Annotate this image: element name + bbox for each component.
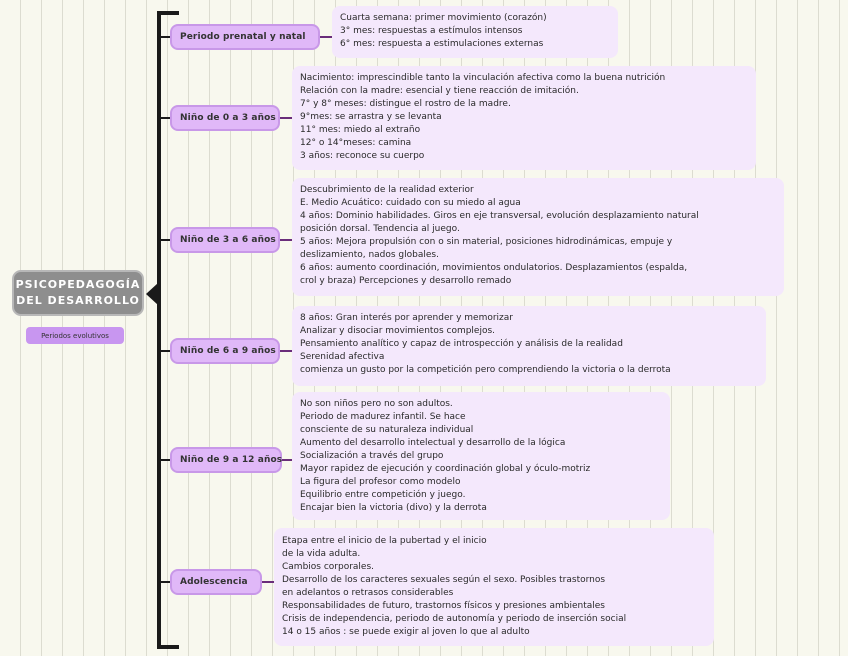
brace-line (157, 11, 161, 649)
detail-line: Nacimiento: imprescindible tanto la vinculación afectiva como la buena nutrición (300, 73, 666, 83)
detail-line: 6° mes: respuesta a estimulaciones externas (340, 39, 544, 49)
stage-label: Niño de 0 a 3 años (180, 113, 276, 123)
detail-line: Socialización a través del grupo (300, 451, 444, 461)
detail-line: Etapa entre el inicio de la pubertad y el inicio (282, 536, 487, 546)
detail-line: Mayor rapidez de ejecución y coordinación global y óculo-motriz (300, 464, 591, 474)
connector (282, 459, 292, 461)
detail-line: Encajar bien la victoria (divo) y la derrota (300, 503, 487, 513)
detail-line: 4 años: Dominio habilidades. Giros en eje transversal, evolución desplazamiento natural (300, 211, 699, 221)
detail-line: Cambios corporales. (282, 562, 375, 572)
detail-box-3-6 (292, 178, 784, 296)
detail-box-prenatal (332, 6, 618, 58)
detail-line: Crisis de independencia, periodo de autonomía y periodo de inserción social (282, 614, 627, 624)
connector (280, 350, 292, 352)
stage-node-9-12[interactable] (170, 447, 282, 473)
detail-line: Responsabilidades de futuro, trastornos físicos y presiones ambientales (282, 601, 605, 611)
detail-box-adolescencia (274, 528, 714, 646)
detail-line: 8 años: Gran interés por aprender y memorizar (300, 313, 513, 323)
detail-line: 6 años: aumento coordinación, movimientos ondulatorios. Desplazamientos (espalda, (300, 263, 688, 273)
detail-line: Pensamiento analítico y capaz de introspección y análisis de la realidad (300, 339, 623, 349)
detail-line: 3° mes: respuestas a estímulos intensos (340, 26, 523, 36)
detail-box-6-9 (292, 306, 766, 386)
brace-top-tick (157, 11, 179, 15)
detail-line: en adelantos o retrasos considerables (282, 588, 454, 598)
detail-line: consciente de su naturaleza individual (300, 425, 474, 435)
brace-bottom-tick (157, 645, 179, 649)
stage-label: Niño de 9 a 12 años (180, 455, 283, 465)
detail-line: Analizar y disociar movimientos complejos. (300, 326, 496, 336)
stage-node-0-3[interactable] (170, 105, 280, 131)
detail-line: crol y braza) Percepciones y desarrollo remado (300, 276, 512, 286)
detail-line: Desarrollo de los caracteres sexuales según el sexo. Posibles trastornos (282, 575, 606, 585)
stage-node-adolescencia[interactable] (170, 569, 262, 595)
root-topic[interactable] (12, 270, 144, 316)
detail-line: No son niños pero no son adultos. (300, 399, 453, 409)
detail-line: Periodo de madurez infantil. Se hace (300, 412, 466, 422)
detail-line: Cuarta semana: primer movimiento (corazón) (340, 13, 547, 23)
stage-label: Adolescencia (180, 577, 248, 587)
detail-line: deslizamiento, nados globales. (300, 250, 439, 260)
connector (280, 239, 292, 241)
stage-node-3-6[interactable] (170, 227, 280, 253)
root-subtitle[interactable]: Periodos evolutivos (26, 327, 124, 344)
detail-line: 14 o 15 años : se puede exigir al joven lo que al adulto (282, 627, 530, 637)
detail-box-9-12 (292, 392, 670, 520)
detail-line: Descubrimiento de la realidad exterior (300, 185, 474, 195)
stage-label: Niño de 3 a 6 años (180, 235, 276, 245)
detail-line: 9°mes: se arrastra y se levanta (300, 112, 442, 122)
detail-box-0-3 (292, 66, 756, 170)
detail-line: E. Medio Acuático: cuidado con su miedo al agua (300, 198, 521, 208)
detail-line: 11° mes: miedo al extraño (300, 125, 421, 135)
stage-node-prenatal[interactable] (170, 24, 320, 50)
detail-line: 3 años: reconoce su cuerpo (300, 151, 425, 161)
detail-line: comienza un gusto por la competición pero comprendiendo la victoria o la derrota (300, 365, 671, 375)
stage-label: Periodo prenatal y natal (180, 32, 306, 42)
stage-node-6-9[interactable] (170, 338, 280, 364)
connector (280, 117, 292, 119)
detail-line: posición dorsal. Tendencia al juego. (300, 224, 460, 234)
stage-label: Niño de 6 a 9 años (180, 346, 276, 356)
detail-line: Equilibrio entre competición y juego. (300, 490, 466, 500)
detail-line: Relación con la madre: esencial y tiene reacción de imitación. (300, 86, 579, 96)
detail-line: de la vida adulta. (282, 549, 361, 559)
root-title: PSICOPEDAGOGÍA DEL DESARROLLO (15, 278, 141, 307)
detail-line: Serenidad afectiva (300, 352, 385, 362)
detail-line: 12° o 14°meses: camina (300, 138, 412, 148)
detail-line: Aumento del desarrollo intelectual y desarrollo de la lógica (300, 438, 566, 448)
detail-line: La figura del profesor como modelo (300, 477, 461, 487)
connector (320, 36, 332, 38)
detail-line: 5 años: Mejora propulsión con o sin material, posiciones hidrodinámicas, empuje y (300, 237, 673, 247)
connector (262, 581, 274, 583)
detail-line: 7° y 8° meses: distingue el rostro de la madre. (300, 99, 511, 109)
